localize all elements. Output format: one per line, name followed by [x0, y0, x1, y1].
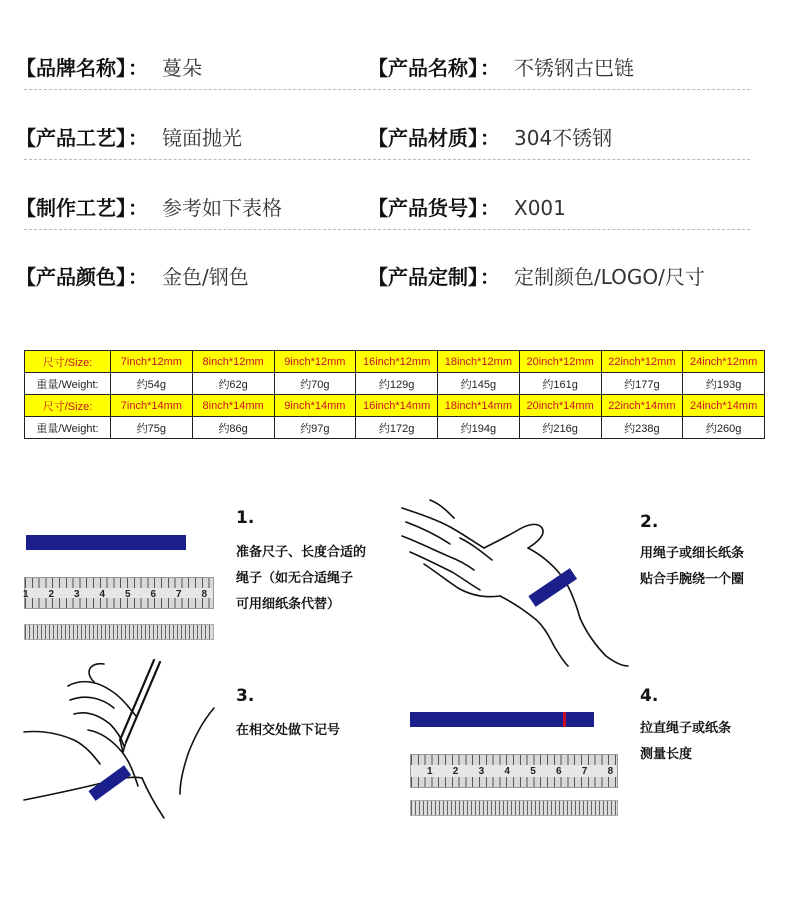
attribute-row: [16, 193, 750, 223]
attribute-value: 304不锈钢: [514, 126, 613, 150]
weight-cell: 约145g: [438, 373, 520, 395]
ruler-number: 3: [478, 766, 485, 777]
rope-band-4: [410, 712, 594, 727]
attribute-label: 【品牌名称】: [16, 56, 126, 80]
attribute-colon: ：: [480, 126, 500, 150]
weight-cell: 约216g: [519, 417, 601, 439]
step-3-number: 3.: [236, 686, 255, 706]
size-cell: 16inch*14mm: [356, 395, 438, 417]
attribute-value: 定制颜色/LOGO/尺寸: [514, 265, 705, 289]
attribute-right: [368, 262, 705, 292]
attribute-value: 金色/钢色: [162, 265, 249, 289]
step-1-number: 1.: [236, 508, 255, 528]
size-cell: 22inch*14mm: [601, 395, 683, 417]
weight-cell: 约177g: [601, 373, 683, 395]
ruler-4: [410, 754, 618, 788]
attribute-left: [16, 123, 242, 153]
attribute-label: 【产品名称】: [368, 56, 478, 80]
weight-cell: 约193g: [683, 373, 765, 395]
attribute-value: 镜面抛光: [162, 126, 242, 150]
attribute-right: [368, 123, 612, 153]
weight-cell: 约129g: [356, 373, 438, 395]
attribute-value: 蔓朵: [162, 56, 202, 80]
ruler-number: 3: [74, 589, 80, 600]
ruler-number: 4: [99, 589, 106, 600]
step-2-text: 用绳子或细长纸条 贴合手腕绕一个圈: [640, 546, 745, 587]
attribute-row: [16, 262, 750, 292]
ruler-number: 4: [504, 766, 510, 777]
ruler-scale-1: [24, 624, 214, 640]
attribute-value: X001: [514, 196, 566, 220]
ruler-number: 1: [427, 766, 433, 777]
size-header: 尺寸/Size:: [25, 351, 111, 373]
size-cell: 7inch*12mm: [111, 351, 193, 373]
size-cell: 24inch*12mm: [683, 351, 765, 373]
step-2-number: 2.: [640, 512, 659, 532]
weight-header: 重量/Weight:: [25, 373, 111, 395]
attribute-right: [368, 193, 566, 223]
ruler-number: 6: [556, 766, 562, 777]
size-cell: 18inch*14mm: [438, 395, 520, 417]
size-row: [25, 351, 765, 373]
step-4-text: 拉直绳子或纸条 测量长度: [640, 721, 732, 762]
ruler-number: 8: [201, 589, 208, 600]
ruler-1: [24, 577, 214, 609]
size-header: 尺寸/Size:: [25, 395, 111, 417]
attribute-left: [16, 193, 282, 223]
weight-cell: 约62g: [192, 373, 274, 395]
step-1-text: 准备尺子、长度合适的 绳子（如无合适绳子 可用细纸条代替）: [236, 545, 367, 612]
ruler-number: 5: [530, 766, 536, 777]
attribute-colon: ：: [128, 265, 148, 289]
attribute-colon: ：: [128, 56, 148, 80]
weight-cell: 约260g: [683, 417, 765, 439]
size-cell: 22inch*12mm: [601, 351, 683, 373]
ruler-number: 2: [452, 766, 459, 777]
ruler-scale-4: [410, 800, 618, 816]
attribute-label: 【制作工艺】: [16, 196, 126, 220]
attribute-label: 【产品货号】: [368, 196, 478, 220]
dashed-divider: [24, 89, 750, 90]
size-cell: 18inch*12mm: [438, 351, 520, 373]
attribute-colon: ：: [480, 196, 500, 220]
size-cell: 8inch*12mm: [192, 351, 274, 373]
weight-cell: 约161g: [519, 373, 601, 395]
attribute-label: 【产品定制】: [368, 265, 478, 289]
weight-cell: 约97g: [274, 417, 356, 439]
size-cell: 9inch*12mm: [274, 351, 356, 373]
step-4-number: 4.: [640, 686, 659, 706]
size-cell: 20inch*14mm: [519, 395, 601, 417]
weight-cell: 约86g: [192, 417, 274, 439]
attribute-label: 【产品颜色】: [16, 265, 126, 289]
weight-row: [25, 417, 765, 439]
weight-cell: 约172g: [356, 417, 438, 439]
ruler-number: 6: [150, 589, 157, 600]
attribute-colon: ：: [128, 196, 148, 220]
attribute-row: [16, 123, 750, 153]
attribute-colon: ：: [480, 265, 500, 289]
dashed-divider: [24, 229, 750, 230]
size-cell: 20inch*12mm: [519, 351, 601, 373]
hand-wrap-illustration: [400, 500, 630, 665]
weight-cell: 约238g: [601, 417, 683, 439]
size-cell: 7inch*14mm: [111, 395, 193, 417]
ruler-number: 8: [607, 766, 614, 777]
ruler-number: 1: [23, 589, 29, 600]
ruler-number: 7: [176, 589, 182, 600]
attribute-value: 参考如下表格: [162, 196, 282, 220]
step-3-text: 在相交处做下记号: [236, 723, 341, 738]
weight-row: [25, 373, 765, 395]
size-cell: 24inch*14mm: [683, 395, 765, 417]
ruler-number: 7: [581, 766, 588, 777]
weight-cell: 约194g: [438, 417, 520, 439]
attribute-label: 【产品工艺】: [16, 126, 126, 150]
weight-header: 重量/Weight:: [25, 417, 111, 439]
weight-cell: 约75g: [111, 417, 193, 439]
size-cell: 8inch*14mm: [192, 395, 274, 417]
attribute-colon: ：: [480, 56, 500, 80]
ruler-number: 2: [48, 589, 55, 600]
rope-mark: [563, 712, 566, 727]
attribute-left: [16, 262, 249, 292]
weight-cell: 约54g: [111, 373, 193, 395]
size-cell: 9inch*14mm: [274, 395, 356, 417]
attribute-label: 【产品材质】: [368, 126, 478, 150]
attribute-value: 不锈钢古巴链: [514, 56, 634, 80]
dashed-divider: [24, 159, 750, 160]
rope-band-1: [26, 535, 186, 550]
attribute-colon: ：: [128, 126, 148, 150]
weight-cell: 约70g: [274, 373, 356, 395]
size-weight-table: [24, 350, 765, 439]
attribute-row: [16, 53, 750, 83]
size-row: [25, 395, 765, 417]
attribute-right: [368, 53, 634, 83]
ruler-number: 5: [125, 589, 131, 600]
marking-illustration: [24, 660, 224, 820]
attribute-left: [16, 53, 202, 83]
size-cell: 16inch*12mm: [356, 351, 438, 373]
